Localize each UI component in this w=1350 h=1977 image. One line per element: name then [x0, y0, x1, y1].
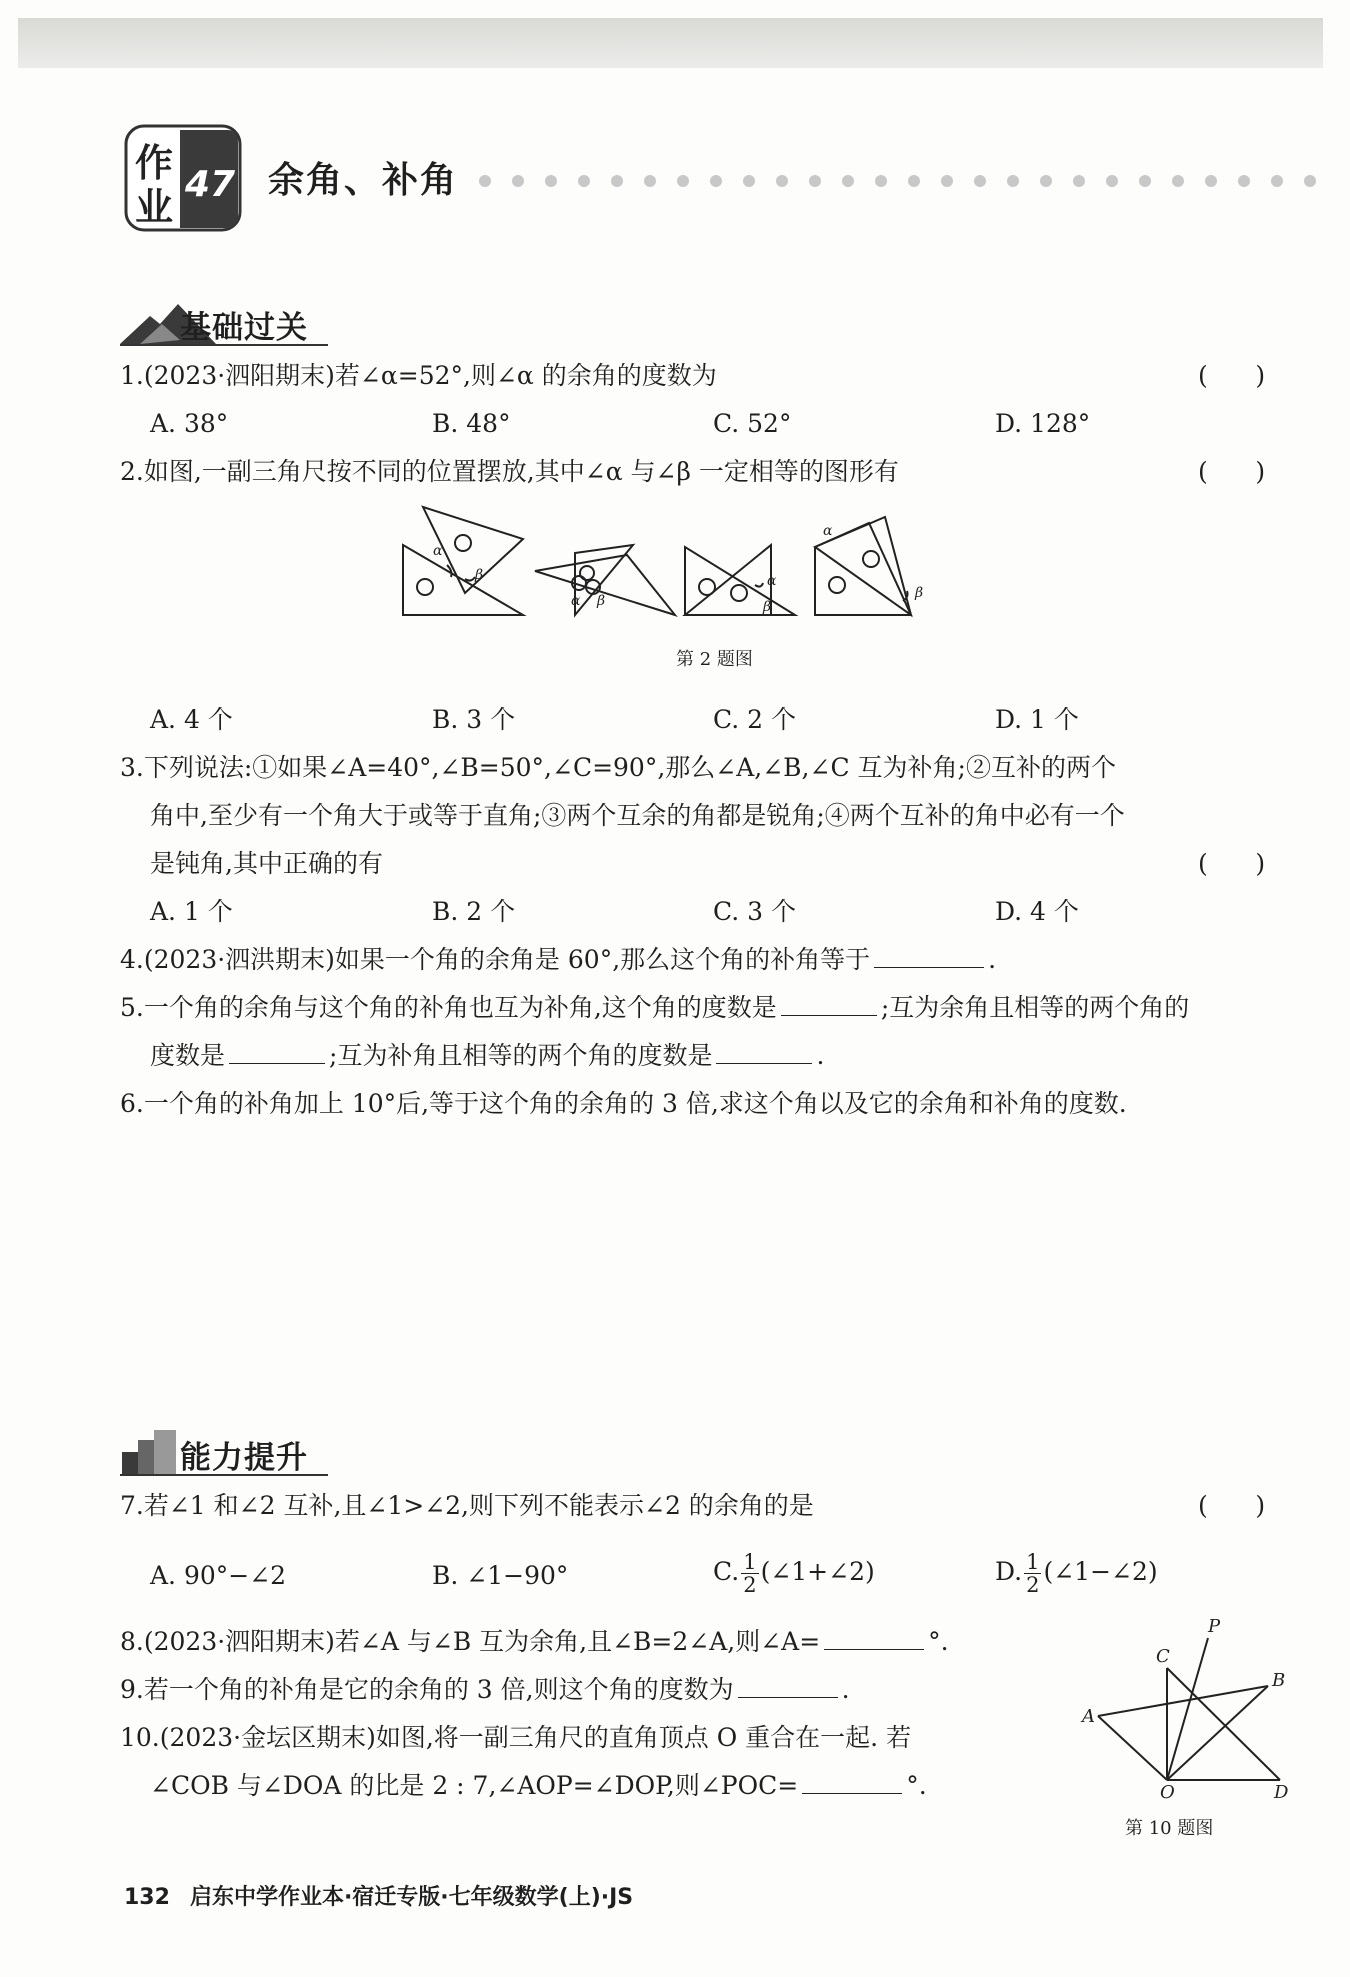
figure-q2-triangles — [395, 505, 924, 625]
decorative-dot — [710, 175, 722, 187]
decorative-dot — [1106, 175, 1118, 187]
decorative-dot — [1172, 175, 1184, 187]
answer-blank-5b[interactable] — [229, 1034, 325, 1064]
decorative-dot — [941, 175, 953, 187]
dotted-rule — [478, 174, 1328, 188]
q1-option-a: A. 38° — [150, 409, 229, 438]
question-5-text-d: ;互为补角且相等的两个角的度数是 — [329, 1041, 713, 1070]
q7-option-c — [713, 1542, 875, 1602]
q7-option-c-expr: (∠1+∠2) — [760, 1557, 875, 1586]
decorative-dot — [578, 175, 590, 187]
q1-option-d: D. 128° — [995, 409, 1091, 438]
answer-blank-8[interactable] — [824, 1620, 924, 1650]
q7-option-d-label: D. — [995, 1557, 1023, 1586]
decorative-dot — [776, 175, 788, 187]
question-6: 6.一个角的补角加上 10°后,等于这个角的余角的 3 倍,求这个角以及它的余角和补角的度数. — [120, 1089, 1127, 1118]
question-8 — [120, 1618, 949, 1666]
alpha-label: α — [823, 523, 833, 539]
decorative-dot — [1304, 175, 1316, 187]
decorative-dot — [1040, 175, 1052, 187]
decorative-dot — [611, 175, 623, 187]
point-label-c: C — [1156, 1646, 1170, 1667]
answer-paren-3: ( ) — [1198, 849, 1266, 878]
q3-option-d: D. 4 个 — [995, 897, 1079, 926]
answer-blank-4[interactable] — [874, 938, 984, 968]
q1-option-b: B. 48° — [432, 409, 511, 438]
point-label-d: D — [1274, 1782, 1289, 1803]
homework-badge — [122, 122, 244, 234]
answer-blank-9[interactable] — [738, 1668, 838, 1698]
question-3-line-1: 3.下列说法:①如果∠A=40°,∠B=50°,∠C=90°,那么∠A,∠B,∠C 互为补角;②互补的两个 — [120, 753, 1116, 782]
question-9-end: . — [841, 1675, 850, 1704]
fraction-half — [741, 1551, 758, 1596]
figure-q10-caption: 第 10 题图 — [1125, 1818, 1214, 1839]
beta-label: β — [475, 567, 484, 583]
point-label-a: A — [1082, 1706, 1095, 1727]
question-5-line-2 — [150, 1032, 824, 1080]
decorative-dot — [875, 175, 887, 187]
question-5-line-1 — [120, 984, 1189, 1032]
decorative-dot — [908, 175, 920, 187]
fraction-denominator: 2 — [743, 1573, 757, 1597]
figure-q2-panel-2 — [535, 545, 675, 615]
section-label-advanced: 能力提升 — [180, 1440, 308, 1476]
fraction-numerator: 1 — [743, 1550, 757, 1574]
page-title: 余角、补角 — [268, 160, 459, 201]
q7-option-d-expr: (∠1−∠2) — [1043, 1557, 1158, 1586]
question-10-line-1: 10.(2023·金坛区期末)如图,将一副三角尺的直角顶点 O 重合在一起. 若 — [120, 1723, 912, 1752]
q1-option-c: C. 52° — [713, 409, 792, 438]
question-8-text: 8.(2023·泗阳期末)若∠A 与∠B 互为余角,且∠B=2∠A,则∠A= — [120, 1627, 821, 1656]
fraction-denominator: 2 — [1026, 1573, 1040, 1597]
question-3-line-3: 是钝角,其中正确的有 — [150, 849, 383, 878]
figure-q2-panel-4 — [815, 517, 923, 615]
badge-number: 47 — [184, 164, 236, 205]
section-label-basic: 基础过关 — [180, 310, 308, 346]
question-4-text: 4.(2023·泗洪期末)如果一个角的余角是 60°,那么这个角的补角等于 — [120, 945, 871, 974]
section-advanced — [120, 1428, 340, 1478]
decorative-dot — [1139, 175, 1151, 187]
question-9-text: 9.若一个角的补角是它的余角的 3 倍,则这个角的度数为 — [120, 1675, 734, 1704]
decorative-dot — [512, 175, 524, 187]
question-10-text: ∠COB 与∠DOA 的比是 2 : 7,∠AOP=∠DOP,则∠POC= — [150, 1771, 799, 1800]
question-3-line-2: 角中,至少有一个角大于或等于直角;③两个互余的角都是锐角;④两个互补的角中必有一个 — [150, 801, 1125, 830]
question-4 — [120, 936, 996, 984]
q3-option-a: A. 1 个 — [150, 897, 233, 926]
question-7: 7.若∠1 和∠2 互补,且∠1>∠2,则下列不能表示∠2 的余角的是 — [120, 1491, 814, 1520]
fraction-numerator: 1 — [1026, 1550, 1040, 1574]
page-number: 132 — [124, 1885, 170, 1910]
figure-q10-angles — [1080, 1612, 1290, 1803]
question-9 — [120, 1666, 850, 1714]
scan-top-strip — [18, 18, 1323, 68]
answer-paren-7: ( ) — [1198, 1491, 1266, 1520]
q3-option-c: C. 3 个 — [713, 897, 796, 926]
question-5-text-e: . — [816, 1041, 825, 1070]
point-label-b: B — [1272, 1670, 1286, 1691]
question-5-text-a: 5.一个角的余角与这个角的补角也互为补角,这个角的度数是 — [120, 993, 777, 1022]
decorative-dot — [644, 175, 656, 187]
badge-char-2: 业 — [134, 185, 174, 229]
decorative-dot — [842, 175, 854, 187]
answer-paren-2: ( ) — [1198, 457, 1266, 486]
badge-char-1: 作 — [134, 141, 174, 185]
footer-book-title: 启东中学作业本·宿迁专版·七年级数学(上)·JS — [189, 1885, 634, 1910]
question-5-text-c: 度数是 — [150, 1041, 226, 1070]
alpha-label: α — [433, 543, 443, 559]
decorative-dot — [677, 175, 689, 187]
decorative-dot — [1007, 175, 1019, 187]
decorative-dot — [1205, 175, 1217, 187]
figure-q2-panel-1 — [403, 507, 523, 615]
decorative-dot — [974, 175, 986, 187]
point-label-p: P — [1208, 1616, 1221, 1637]
question-5-text-b: ;互为余角且相等的两个角的 — [880, 993, 1190, 1022]
decorative-dot — [1271, 175, 1283, 187]
fraction-half — [1024, 1551, 1041, 1596]
point-label-o: O — [1160, 1782, 1175, 1803]
figure-q2-panel-3 — [685, 545, 795, 615]
q2-option-d: D. 1 个 — [995, 705, 1079, 734]
alpha-label: α — [767, 573, 777, 589]
decorative-dot — [1073, 175, 1085, 187]
answer-paren-1: ( ) — [1198, 361, 1266, 390]
question-10-end: °. — [906, 1771, 927, 1800]
question-2: 2.如图,一副三角尺按不同的位置摆放,其中∠α 与∠β 一定相等的图形有 — [120, 457, 899, 486]
question-4-end: . — [988, 945, 997, 974]
beta-label: β — [597, 593, 606, 609]
section-basic — [120, 298, 340, 348]
question-1: 1.(2023·泗阳期末)若∠α=52°,则∠α 的余角的度数为 — [120, 361, 717, 390]
q3-option-b: B. 2 个 — [432, 897, 516, 926]
alpha-label: α — [571, 593, 581, 609]
page-footer — [124, 1880, 633, 1911]
q7-option-b: B. ∠1−90° — [432, 1561, 569, 1590]
question-8-end: °. — [928, 1627, 949, 1656]
q2-option-a: A. 4 个 — [150, 705, 233, 734]
q2-option-b: B. 3 个 — [432, 705, 516, 734]
beta-label: β — [763, 599, 772, 615]
answer-blank-5c[interactable] — [716, 1034, 812, 1064]
decorative-dot — [545, 175, 557, 187]
q2-option-c: C. 2 个 — [713, 705, 796, 734]
answer-blank-5a[interactable] — [781, 986, 877, 1016]
decorative-dot — [479, 175, 491, 187]
figure-q2-caption: 第 2 题图 — [676, 649, 753, 670]
answer-blank-10[interactable] — [802, 1764, 902, 1794]
decorative-dot — [1238, 175, 1250, 187]
decorative-dot — [743, 175, 755, 187]
q7-option-a: A. 90°−∠2 — [150, 1561, 287, 1590]
q7-option-d — [995, 1542, 1158, 1602]
decorative-dot — [809, 175, 821, 187]
beta-label: β — [915, 585, 924, 601]
question-10-line-2 — [150, 1762, 927, 1810]
q7-option-c-label: C. — [713, 1557, 740, 1586]
